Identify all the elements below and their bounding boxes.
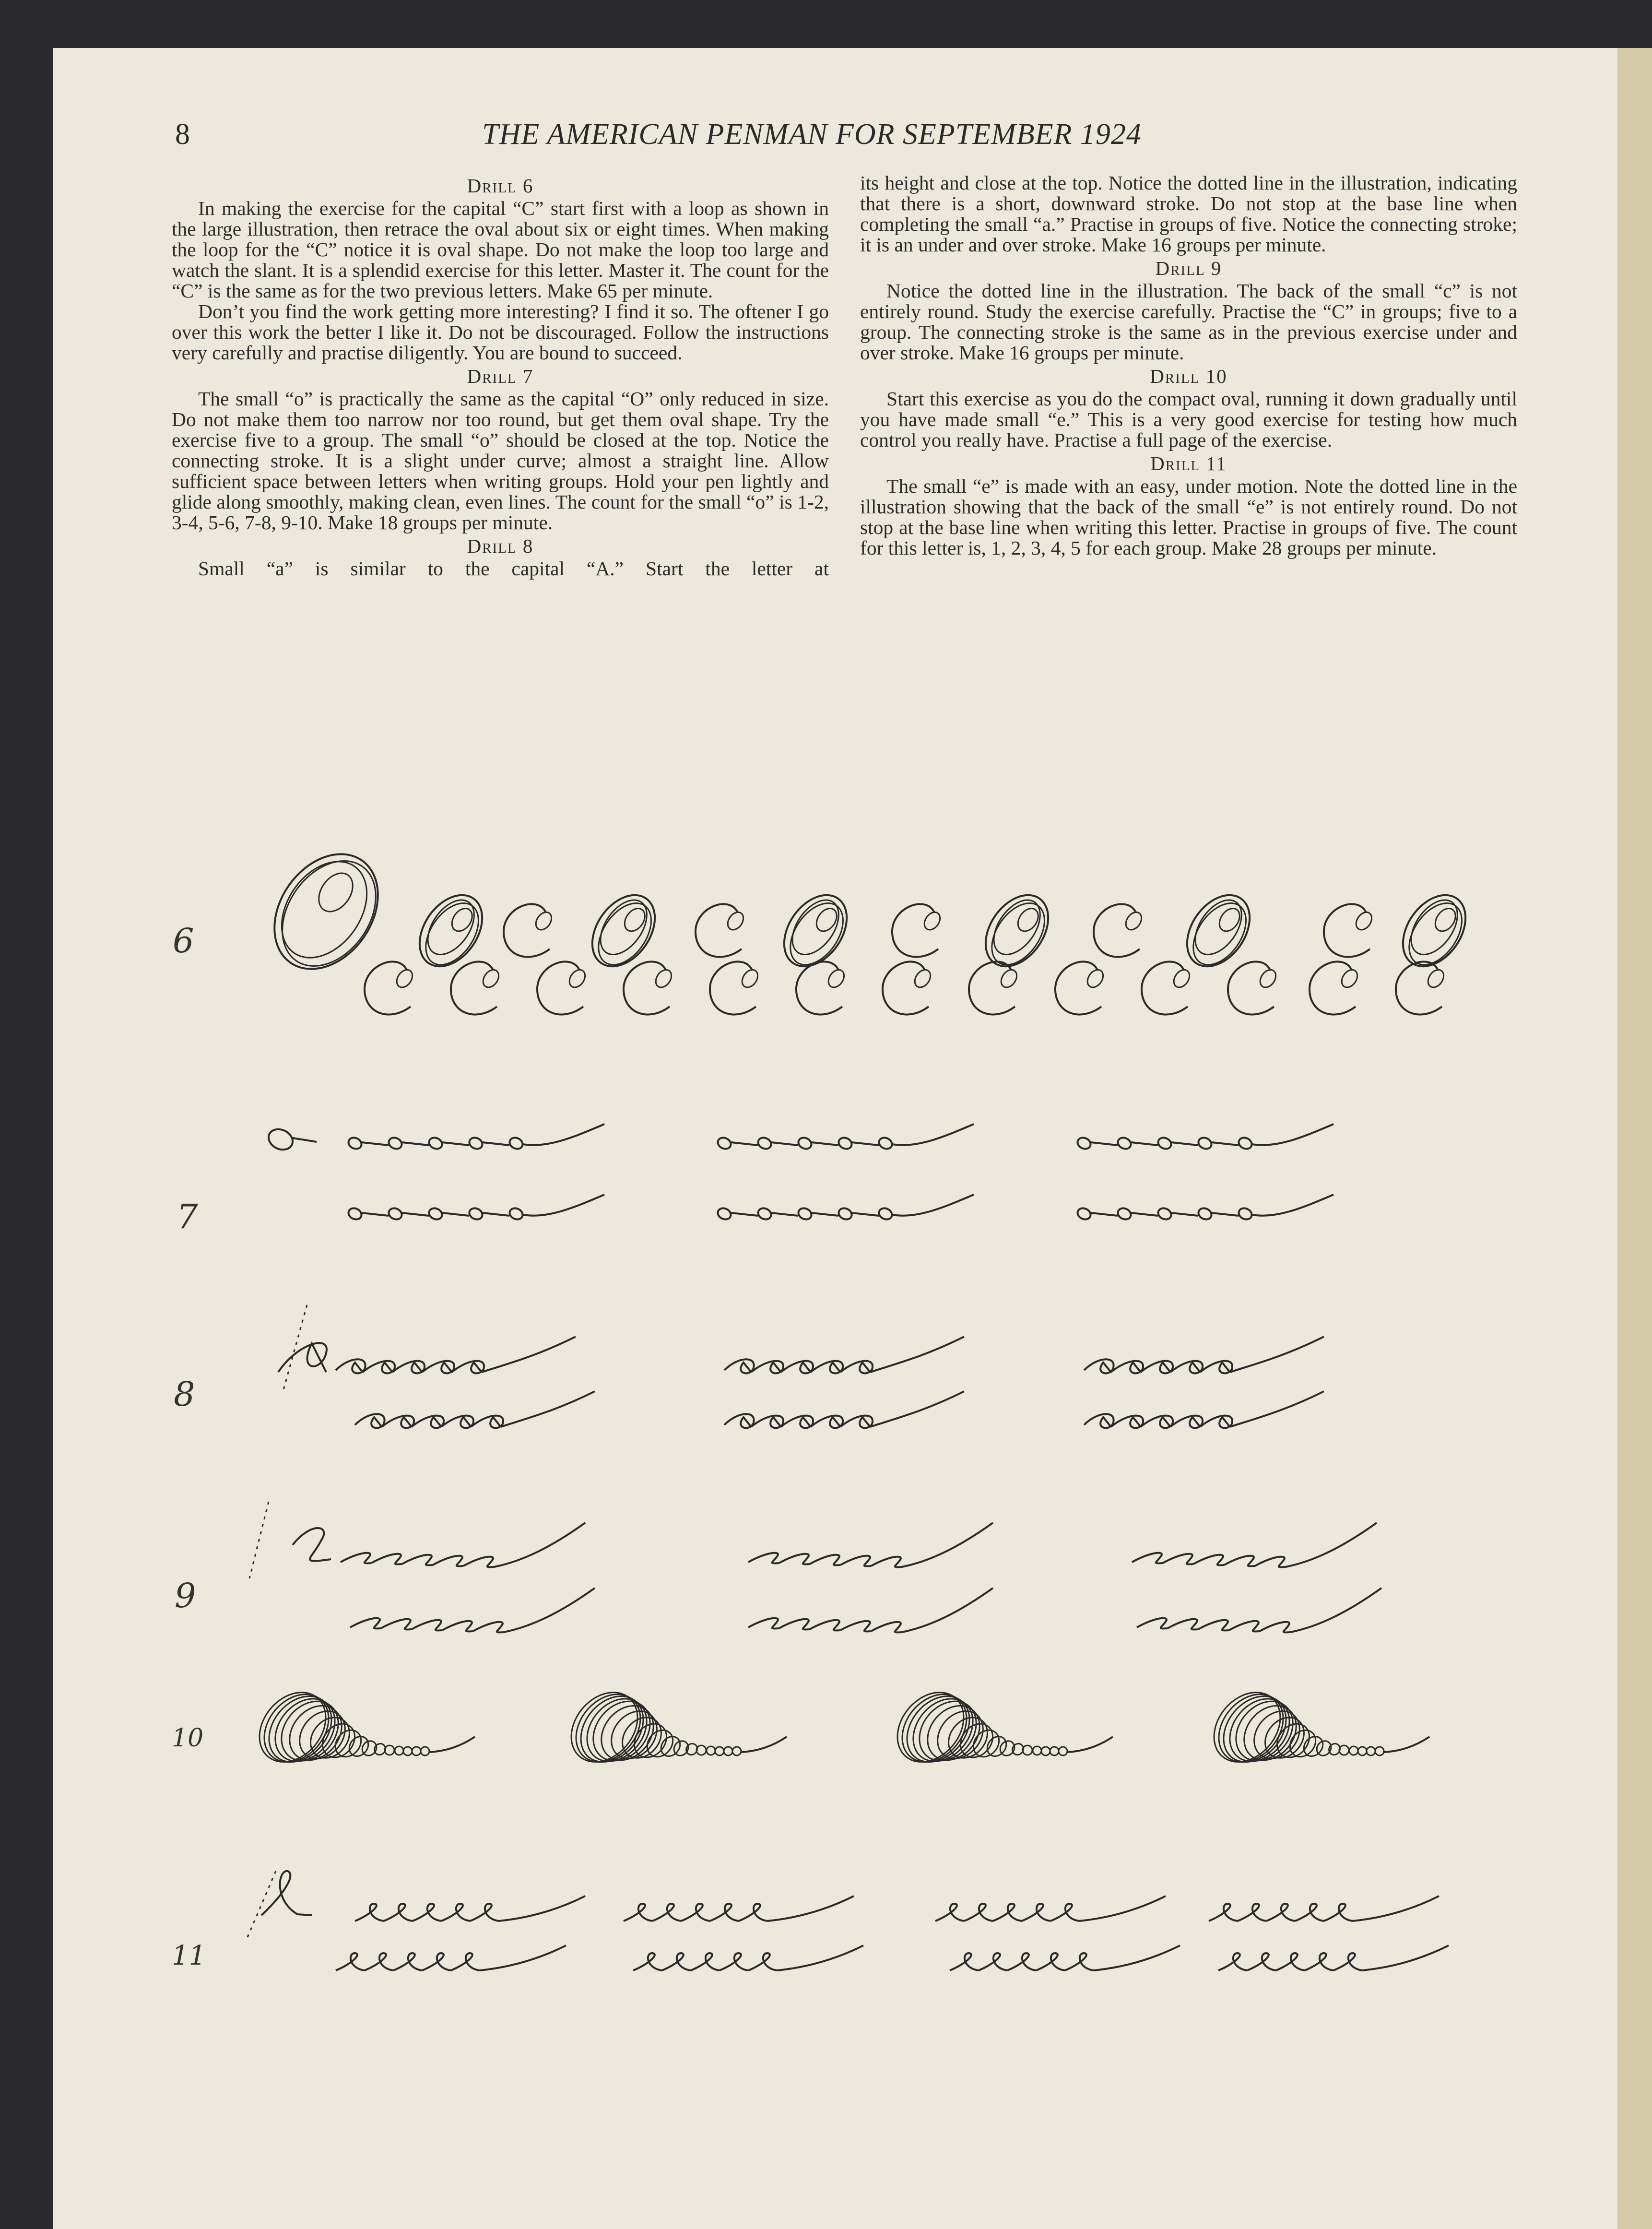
capital-c-oval	[579, 883, 668, 978]
large-small-o	[265, 1126, 296, 1153]
drill-11-heading: Drill 11	[1150, 452, 1227, 474]
small-o-group	[347, 1195, 604, 1221]
small-a-group	[724, 1337, 964, 1373]
capital-c	[624, 961, 674, 1014]
row-number-8: 8	[174, 1375, 195, 1414]
drill-11-paragraph: The small “e” is made with an easy, under motion. Note the dotted line in the illustration showing that the back of the small “e” is not entirely round. Do not stop at the base line when writing this letter. Practise in groups of five. The count for this letter is, 1, 2, 3, 4, 5 for each group. Make 28 groups per minute.	[860, 475, 1517, 559]
compact-oval-coil	[558, 1679, 787, 1775]
small-a-group	[724, 1391, 964, 1428]
small-e-group	[1209, 1896, 1439, 1921]
page-number: 8	[175, 118, 190, 151]
capital-c	[1310, 961, 1360, 1014]
drill-7-specimen	[265, 1124, 1333, 1221]
small-e-group	[1218, 1945, 1449, 1970]
drill-7-heading: Drill 7	[467, 365, 534, 387]
small-c-group	[748, 1588, 993, 1632]
dotted-guide-line	[249, 1502, 269, 1578]
capital-c	[883, 961, 933, 1014]
capital-c	[1094, 904, 1145, 957]
capital-c	[365, 961, 415, 1014]
small-e-group	[950, 1945, 1180, 1970]
drill-11-specimen	[247, 1871, 1449, 1970]
drill-6-specimen	[253, 834, 1478, 1015]
drill-10-heading: Drill 10	[1150, 365, 1227, 387]
row-number-11: 11	[172, 1940, 206, 1971]
drill-8-paragraph-continued: its height and close at the top. Notice the dotted line in the illustration, indicating that there is a short, downward stroke. Do not stop at the base line when completing the small “a.” Practise in groups of five. Notice the connecting stroke; it is an under and over stroke. Make 16 groups per minute.	[860, 172, 1517, 256]
capital-c-oval	[407, 883, 495, 978]
running-title: THE AMERICAN PENMAN FOR SEPTEMBER 1924	[482, 118, 1142, 151]
small-o-group	[716, 1195, 974, 1221]
small-c-group	[748, 1523, 993, 1567]
small-c-group	[350, 1588, 595, 1632]
small-e-group	[624, 1896, 854, 1921]
capital-c	[504, 904, 555, 957]
capital-c	[796, 961, 847, 1014]
small-o-group	[716, 1124, 974, 1151]
small-a-group	[1084, 1337, 1324, 1373]
large-small-e	[261, 1871, 312, 1915]
small-e-group	[935, 1896, 1166, 1921]
drill-9-specimen	[249, 1502, 1381, 1632]
small-a-group	[336, 1337, 576, 1373]
drill-6-paragraph-1: In making the exercise for the capital “C” start first with a loop as shown in the large illustration, then retrace the oval about six or eight times. When making the loop for the “C” notice it is oval shape. Do not make the loop too large and watch the slant. It is a splendid exercise for this letter. Master it. The count for the “C” is the same as for the two previous letters. Make 65 per minute.	[172, 197, 829, 302]
row-number-9: 9	[175, 1576, 196, 1615]
small-o-group	[1076, 1124, 1333, 1151]
small-a-group	[355, 1391, 595, 1428]
drill-8-specimen	[278, 1305, 1324, 1428]
capital-c	[969, 961, 1020, 1014]
drill-8-heading: Drill 8	[467, 535, 534, 557]
drill-6-heading: Drill 6	[467, 175, 534, 197]
capital-c	[710, 961, 761, 1014]
row-number-7: 7	[177, 1197, 198, 1236]
row-number-10: 10	[172, 1724, 204, 1753]
small-e-group	[355, 1896, 585, 1921]
small-o-group	[347, 1124, 604, 1151]
small-e-group	[633, 1945, 863, 1970]
small-c-group	[1132, 1523, 1377, 1567]
small-e-group	[336, 1945, 566, 1970]
drill-9-heading: Drill 9	[1155, 257, 1222, 279]
drill-10-paragraph: Start this exercise as you do the compact oval, running it down gradually until you have made small “e.” This is a very good exercise for testing how much control you really have. Practise a full page of the exercise.	[860, 388, 1517, 451]
row-number-6: 6	[173, 921, 194, 960]
drill-10-specimen	[246, 1679, 1429, 1775]
large-small-a	[278, 1343, 327, 1372]
capital-c	[1324, 904, 1375, 957]
capital-c	[451, 961, 502, 1014]
small-o-group	[1076, 1195, 1333, 1221]
compact-oval-coil	[1201, 1679, 1429, 1775]
compact-oval-coil	[884, 1679, 1113, 1775]
small-c-group	[1137, 1588, 1381, 1632]
large-small-c	[293, 1528, 331, 1561]
capital-c	[1396, 961, 1447, 1014]
compact-oval-coil	[246, 1679, 475, 1775]
capital-c	[1228, 961, 1279, 1014]
drill-7-paragraph: The small “o” is practically the same as the capital “O” only reduced in size. Do not make them too narrow nor too round, but get them oval shape. Try the exercise five to a group. The small “o” should be closed at the top. Notice the connecting stroke. It is a slight under curve; almost a straight line. Allow sufficient space between letters when writing groups. Hold your pen lightly and glide along smoothly, making clean, even lines. The count for the small “o” is 1-2, 3-4, 5-6, 7-8, 9-10. Make 18 groups per minute.	[172, 388, 829, 534]
small-c-group	[341, 1523, 585, 1567]
capital-c-oval	[1174, 883, 1263, 978]
capital-c	[537, 961, 588, 1014]
drill-6-paragraph-2: Don’t you find the work getting more interesting? I find it so. The oftener I go over this work the better I like it. Do not be discouraged. Follow the instructions very carefully and practise diligently. You are bound to succeed.	[172, 300, 829, 364]
capital-c	[1142, 961, 1192, 1014]
capital-c	[1055, 961, 1106, 1014]
drill-8-paragraph-start: Small “a” is similar to the capital “A.” Start the letter at	[198, 557, 829, 580]
drill-9-paragraph: Notice the dotted line in the illustration. The back of the small “c” is not entirely round. Study the exercise carefully. Practise the “C” in groups; five to a group. The connecting stroke is the same as in the previous exercise under and over stroke. Make 16 groups per minute.	[860, 280, 1517, 364]
capital-c	[892, 904, 943, 957]
small-a-group	[1084, 1391, 1324, 1428]
capital-c	[696, 904, 746, 957]
